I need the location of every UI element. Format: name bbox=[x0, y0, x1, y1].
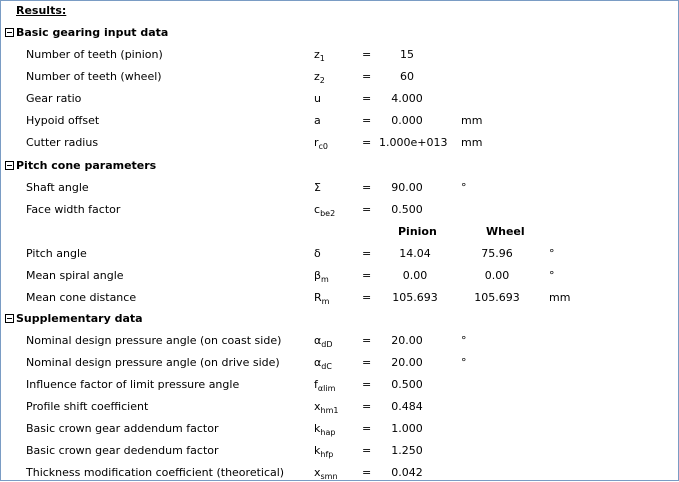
row-unit: ° bbox=[461, 181, 467, 194]
table-row bbox=[1, 203, 679, 219]
row-value: 0.500 bbox=[391, 378, 423, 391]
table-row bbox=[1, 48, 679, 64]
equals-sign: = bbox=[362, 444, 372, 457]
row-unit: mm bbox=[549, 291, 571, 304]
equals-sign: = bbox=[362, 334, 372, 347]
row-value: 60 bbox=[400, 70, 414, 83]
equals-sign: = bbox=[362, 291, 372, 304]
row-unit: ° bbox=[549, 247, 555, 260]
row-symbol: $f_{\alpha lim}$ bbox=[314, 378, 336, 393]
row-label: Thickness modification coefficient (theoretical) bbox=[26, 466, 285, 479]
row-label: Basic crown gear dedendum factor bbox=[26, 444, 219, 457]
pinion-value: 105.693 bbox=[392, 291, 438, 304]
equals-sign: = bbox=[362, 114, 372, 127]
row-label: Hypoid offset bbox=[26, 114, 100, 127]
table-row bbox=[1, 334, 679, 350]
table-row bbox=[1, 356, 679, 372]
row-unit: ° bbox=[461, 334, 467, 347]
row-label: Shaft angle bbox=[26, 181, 89, 194]
equals-sign: = bbox=[362, 181, 372, 194]
row-label: Gear ratio bbox=[26, 92, 82, 105]
row-value: 1.250 bbox=[391, 444, 423, 457]
equals-sign: = bbox=[362, 378, 372, 391]
row-value: 90.00 bbox=[391, 181, 423, 194]
row-symbol: δ bbox=[314, 247, 321, 260]
row-value: 1.000e+013 bbox=[379, 136, 448, 149]
row-label: Mean spiral angle bbox=[26, 269, 124, 282]
table-row bbox=[1, 444, 679, 460]
row-label: Nominal design pressure angle (on drive side) bbox=[26, 356, 280, 369]
row-symbol: $x_{hm1}$ bbox=[314, 400, 339, 415]
table-row bbox=[1, 400, 679, 416]
row-symbol: $z_1$ bbox=[314, 48, 325, 63]
pinion-value: 14.04 bbox=[399, 247, 431, 260]
table-row bbox=[1, 291, 679, 307]
row-value: 4.000 bbox=[391, 92, 423, 105]
wheel-value: 105.693 bbox=[474, 291, 520, 304]
collapse-icon[interactable] bbox=[5, 161, 14, 170]
equals-sign: = bbox=[362, 269, 372, 282]
section-title: Supplementary data bbox=[16, 312, 143, 325]
equals-sign: = bbox=[362, 92, 372, 105]
table-row bbox=[1, 422, 679, 438]
wheel-value: 75.96 bbox=[481, 247, 513, 260]
equals-sign: = bbox=[362, 203, 372, 216]
row-label: Number of teeth (pinion) bbox=[26, 48, 163, 61]
table-row bbox=[1, 269, 679, 285]
row-label: Nominal design pressure angle (on coast side) bbox=[26, 334, 282, 347]
equals-sign: = bbox=[362, 400, 372, 413]
row-symbol: $x_{smn}$ bbox=[314, 466, 338, 481]
results-heading: Results: bbox=[16, 4, 67, 17]
row-symbol: a bbox=[314, 114, 321, 127]
row-value: 20.00 bbox=[391, 334, 423, 347]
row-label: Face width factor bbox=[26, 203, 121, 216]
row-symbol: $\beta_m$ bbox=[314, 269, 329, 284]
column-header-wheel: Wheel bbox=[486, 225, 525, 238]
row-value: 0.484 bbox=[391, 400, 423, 413]
equals-sign: = bbox=[362, 136, 372, 149]
row-symbol: $\alpha_{dC}$ bbox=[314, 356, 332, 371]
table-row bbox=[1, 181, 679, 197]
row-symbol: $r_{c0}$ bbox=[314, 136, 329, 151]
row-unit: mm bbox=[461, 114, 483, 127]
wheel-value: 0.00 bbox=[484, 269, 510, 282]
row-label: Number of teeth (wheel) bbox=[26, 70, 162, 83]
pinion-value: 0.00 bbox=[402, 269, 428, 282]
equals-sign: = bbox=[362, 356, 372, 369]
row-value: 0.000 bbox=[391, 114, 423, 127]
row-unit: ° bbox=[549, 269, 555, 282]
equals-sign: = bbox=[362, 247, 372, 260]
row-symbol: $k_{hap}$ bbox=[314, 422, 336, 437]
row-value: 20.00 bbox=[391, 356, 423, 369]
section-title: Basic gearing input data bbox=[16, 26, 169, 39]
collapse-icon[interactable] bbox=[5, 28, 14, 37]
row-symbol: $R_m$ bbox=[314, 291, 330, 306]
row-label: Profile shift coefficient bbox=[26, 400, 149, 413]
table-row bbox=[1, 92, 679, 108]
equals-sign: = bbox=[362, 48, 372, 61]
row-value: 0.500 bbox=[391, 203, 423, 216]
equals-sign: = bbox=[362, 422, 372, 435]
collapse-icon[interactable] bbox=[5, 314, 14, 323]
section-title: Pitch cone parameters bbox=[16, 159, 157, 172]
table-row bbox=[1, 114, 679, 130]
row-label: Cutter radius bbox=[26, 136, 99, 149]
row-symbol: $\alpha_{dD}$ bbox=[314, 334, 333, 349]
row-symbol: Σ bbox=[314, 181, 321, 194]
table-row bbox=[1, 70, 679, 86]
row-label: Mean cone distance bbox=[26, 291, 137, 304]
table-row bbox=[1, 247, 679, 263]
table-row bbox=[1, 378, 679, 394]
column-header-pinion: Pinion bbox=[398, 225, 437, 238]
row-symbol: $c_{be2}$ bbox=[314, 203, 336, 218]
row-value: 1.000 bbox=[391, 422, 423, 435]
equals-sign: = bbox=[362, 70, 372, 83]
table-row bbox=[1, 466, 679, 482]
section-supplementary[interactable] bbox=[5, 312, 143, 325]
row-value: 0.042 bbox=[391, 466, 423, 479]
row-symbol: $z_2$ bbox=[314, 70, 325, 85]
row-label: Influence factor of limit pressure angle bbox=[26, 378, 240, 391]
row-unit: ° bbox=[461, 356, 467, 369]
row-label: Basic crown gear addendum factor bbox=[26, 422, 219, 435]
row-symbol: $k_{hfp}$ bbox=[314, 444, 334, 459]
row-label: Pitch angle bbox=[26, 247, 87, 260]
row-value: 15 bbox=[400, 48, 414, 61]
section-basic-gearing[interactable] bbox=[5, 26, 168, 39]
row-symbol: u bbox=[314, 92, 321, 105]
section-pitch-cone[interactable] bbox=[5, 159, 156, 172]
equals-sign: = bbox=[362, 466, 372, 479]
row-unit: mm bbox=[461, 136, 483, 149]
table-row bbox=[1, 136, 679, 152]
